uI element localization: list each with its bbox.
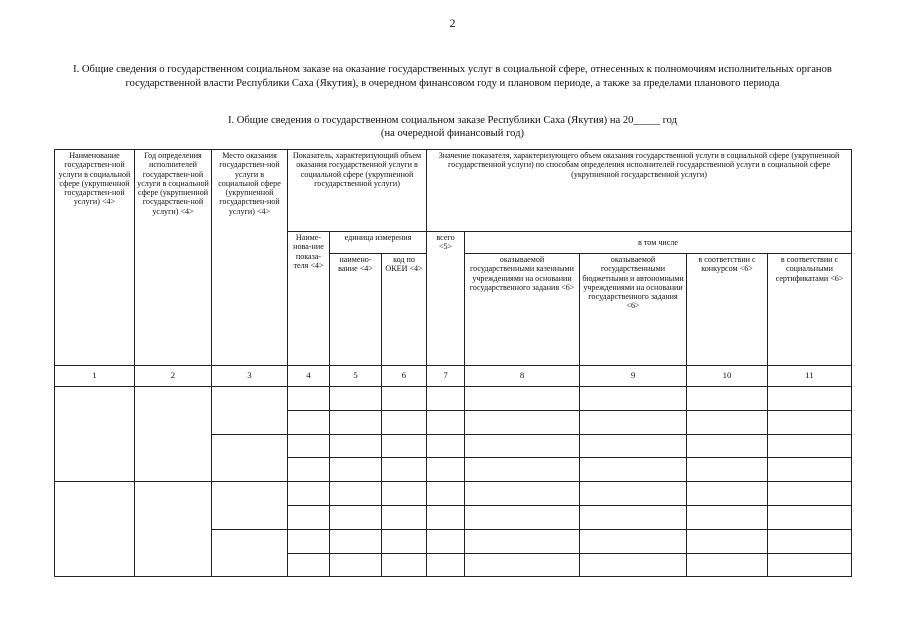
table-cell (427, 434, 465, 458)
table-cell (330, 434, 382, 458)
table-cell (580, 529, 687, 553)
table-cell (330, 553, 382, 577)
section-heading: I. Общие сведения о государственном социальном заказе на оказание государственных услуг в социальной сфере, отнесенных к полномочиям исполнительных органов государственной власти Республики Саха (Якутия), в очередном финансовом году и плановом периоде, а также за пределами планового периода (73, 64, 832, 89)
table-cell (135, 482, 212, 577)
header-including: в том числе (465, 232, 852, 254)
table-cell (427, 505, 465, 529)
table-cell (288, 410, 330, 434)
table-cell (580, 482, 687, 506)
table-cell (212, 529, 288, 577)
header-unit-group: единица измерения (330, 232, 427, 254)
table-cell (55, 482, 135, 577)
table-cell (687, 482, 768, 506)
header-indicator-group: Показатель, характеризующий объем оказания государственной услуги в социальной сфере (укрупненной государственной услуги) (288, 150, 427, 232)
header-indicator-name: Наиме-нова-ние показа-теля <4> (288, 232, 330, 366)
header-unit-name: наимено-вание <4> (330, 254, 382, 366)
table-cell (687, 505, 768, 529)
table-cell (212, 434, 288, 482)
column-number: 7 (427, 366, 465, 387)
column-number: 4 (288, 366, 330, 387)
table-cell (687, 434, 768, 458)
header-budget-institutions: оказываемой государственными бюджетными и автономными учреждениями на основании государственного задания <6> (580, 254, 687, 366)
header-place: Место оказания государствен-ной услуги в социальной сфере (укрупненной государствен-ной услуги) <4> (212, 150, 288, 366)
table-cell (465, 434, 580, 458)
table-cell (580, 434, 687, 458)
header-competition: в соответствии с конкурсом <6> (687, 254, 768, 366)
header-year: Год определения исполнителей государствен-ной услуги в социальной сфере (укрупненной государствен-ной услуги) <4> (135, 150, 212, 366)
table-cell (427, 482, 465, 506)
table-cell (135, 387, 212, 482)
header-service-name: Наименование государствен-ной услуги в социальной сфере (укрупненной государствен-ной услуги) <4> (55, 150, 135, 366)
header-unit-okei: код по ОКЕИ <4> (382, 254, 427, 366)
column-number: 2 (135, 366, 212, 387)
table-cell (212, 482, 288, 530)
table-cell (382, 434, 427, 458)
table-cell (465, 458, 580, 482)
social-order-table (54, 149, 852, 577)
table-cell (330, 387, 382, 411)
column-number: 10 (687, 366, 768, 387)
column-numbers-row (55, 366, 852, 387)
column-number: 6 (382, 366, 427, 387)
table-cell (580, 410, 687, 434)
table-cell (580, 387, 687, 411)
table-cell (768, 505, 852, 529)
table-cell (382, 529, 427, 553)
table-cell (288, 482, 330, 506)
table-cell (427, 553, 465, 577)
table-cell (427, 410, 465, 434)
column-number: 3 (212, 366, 288, 387)
table-cell (55, 387, 135, 482)
subheading-title: I. Общие сведения о государственном социальном заказе Республики Саха (Якутия) на 20_____ год (227, 115, 678, 126)
table-cell (465, 529, 580, 553)
table-cell (768, 410, 852, 434)
table-cell (330, 458, 382, 482)
header-state-institutions: оказываемой государственными казенными учреждениями на основании государственного задания <6> (465, 254, 580, 366)
table-cell (768, 482, 852, 506)
table-cell (768, 387, 852, 411)
table-cell (687, 553, 768, 577)
table-cell (465, 505, 580, 529)
column-number: 9 (580, 366, 687, 387)
table-cell (382, 387, 427, 411)
table-cell (288, 458, 330, 482)
table-cell (288, 553, 330, 577)
table-cell (382, 458, 427, 482)
table-cell (465, 410, 580, 434)
table-cell (768, 529, 852, 553)
table-cell (687, 458, 768, 482)
table-cell (465, 482, 580, 506)
table-cell (330, 410, 382, 434)
table-cell (427, 387, 465, 411)
table-cell (580, 505, 687, 529)
table-cell (427, 458, 465, 482)
table-cell (288, 434, 330, 458)
table-cell (580, 553, 687, 577)
table-cell (768, 434, 852, 458)
header-total: всего <5> (427, 232, 465, 366)
table-row (55, 387, 852, 411)
table-cell (330, 529, 382, 553)
table-cell (288, 387, 330, 411)
table-cell (382, 482, 427, 506)
section-subheading (60, 114, 845, 140)
table-cell (330, 482, 382, 506)
header-certificates: в соответствии с социальными сертификатами <6> (768, 254, 852, 366)
header-value-group: Значение показателя, характеризующего объем оказания государственной услуги в социальной сфере (укрупненной государственной услуги) по способам определения исполнителей государственной услуги в социальной сфере (укрупненной государственной услуги) (427, 150, 852, 232)
table-cell (687, 387, 768, 411)
table-cell (212, 387, 288, 435)
table-cell (427, 529, 465, 553)
table-cell (768, 458, 852, 482)
table-cell (580, 458, 687, 482)
table-cell (465, 387, 580, 411)
column-number: 11 (768, 366, 852, 387)
table-cell (687, 410, 768, 434)
table-cell (687, 529, 768, 553)
table-cell (465, 553, 580, 577)
table-cell (382, 410, 427, 434)
subheading-note: (на очередной финансовый год) (380, 128, 525, 139)
table-cell (382, 505, 427, 529)
table-row (55, 482, 852, 506)
column-number: 8 (465, 366, 580, 387)
table-cell (288, 505, 330, 529)
page-number: 2 (449, 16, 456, 30)
table-cell (288, 529, 330, 553)
table-cell (768, 553, 852, 577)
column-number: 1 (55, 366, 135, 387)
table-cell (330, 505, 382, 529)
table-cell (382, 553, 427, 577)
column-number: 5 (330, 366, 382, 387)
